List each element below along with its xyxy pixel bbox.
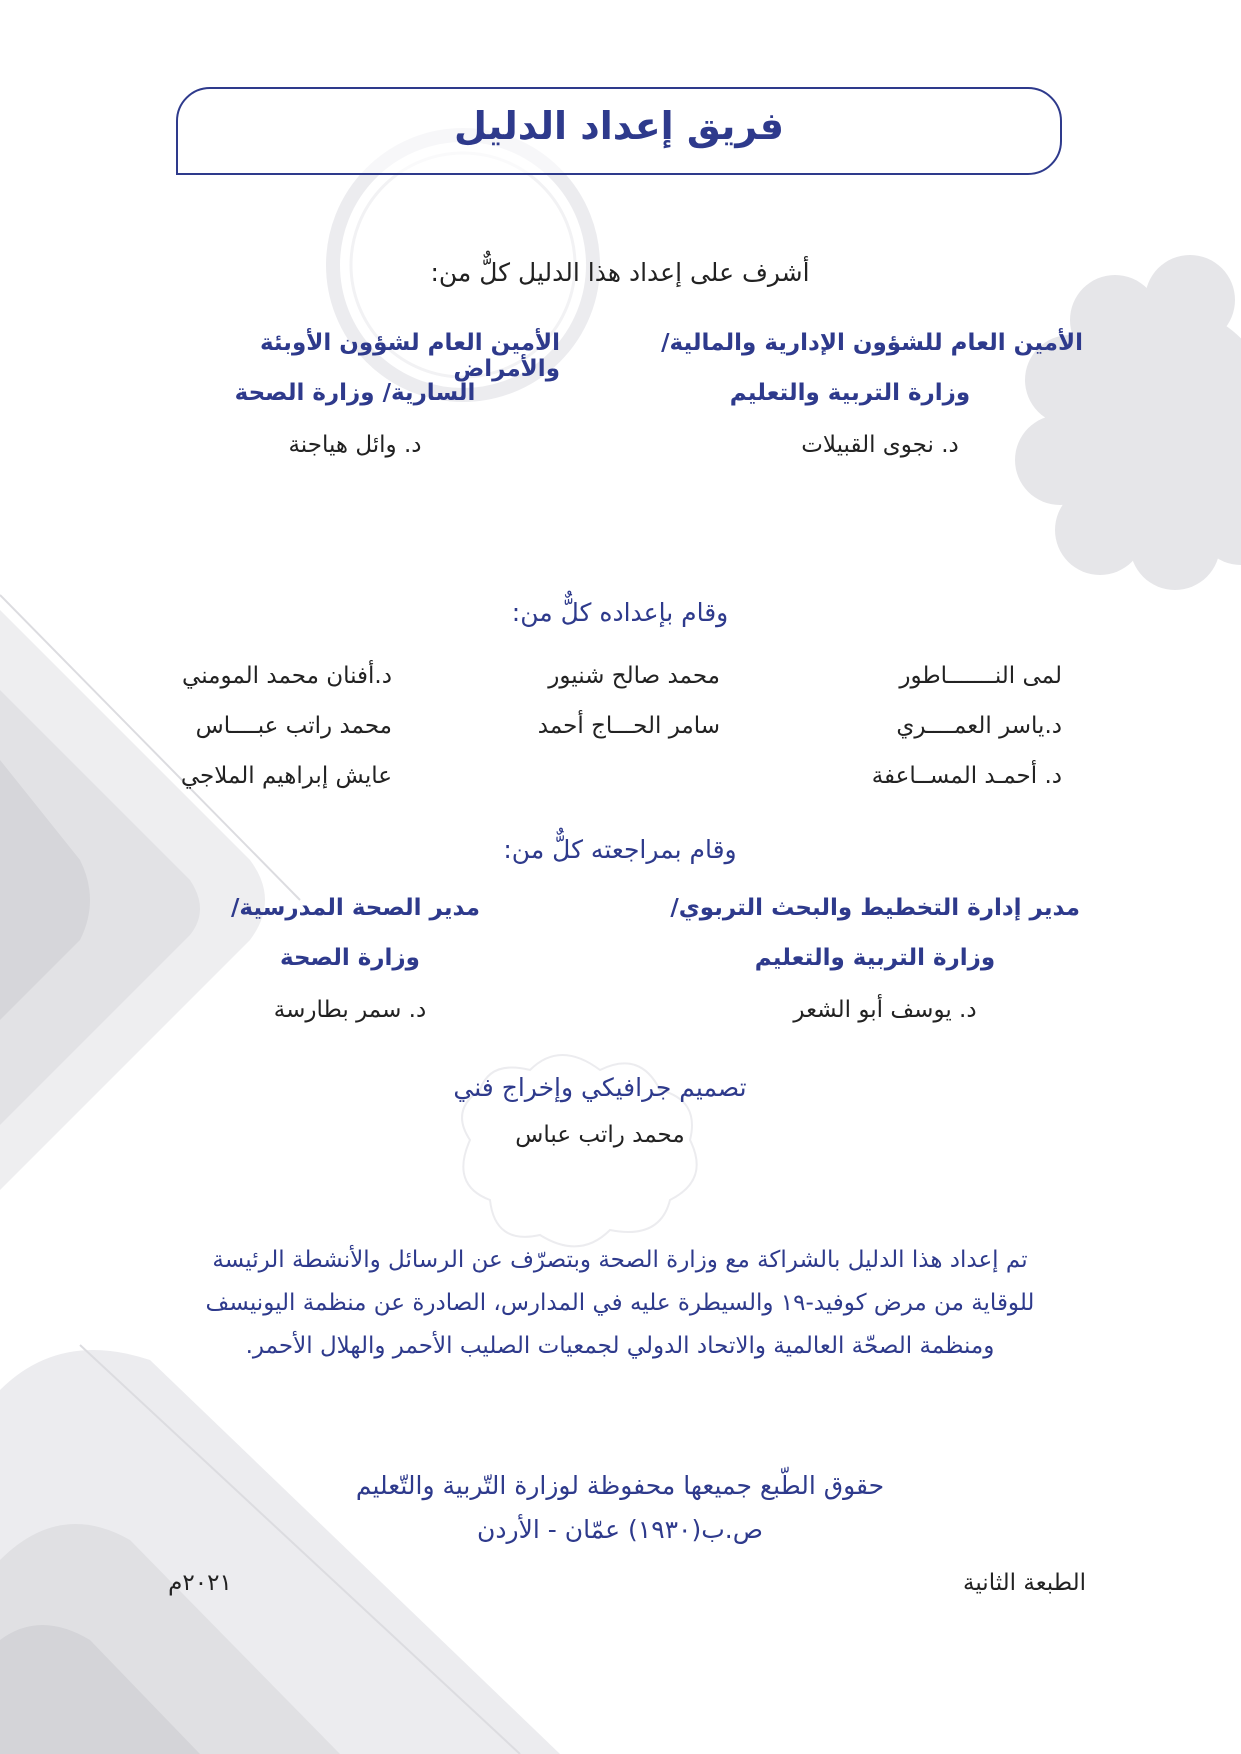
- partnership-note-line-2: للوقاية من مرض كوفيد-١٩ والسيطرة عليه في المدارس، الصادرة عن منظمة اليونيسف: [205, 1290, 1035, 1316]
- reviewer-left-title: مدير الصحة المدرسية/: [230, 895, 480, 921]
- preparer-left-3: عايش إبراهيم الملاجي: [180, 763, 392, 789]
- partnership-note-line-3: ومنظمة الصحّة العالمية والاتحاد الدولي لجمعيات الصليب الأحمر والهلال الأحمر.: [245, 1333, 995, 1359]
- supervisor-left-name: د. وائل هياجنة: [288, 432, 422, 458]
- copyright-line-2: ص.ب(١٩٣٠) عمّان - الأردن: [477, 1515, 763, 1544]
- edition-label: الطبعة الثانية: [963, 1570, 1086, 1596]
- design-name: محمد راتب عباس: [515, 1122, 685, 1148]
- reviewer-left-org: وزارة الصحة: [280, 945, 420, 971]
- preparer-right-2: د.ياسر العمــــري: [896, 713, 1062, 739]
- supervisor-right-title: الأمين العام للشؤون الإدارية والمالية/: [661, 330, 1083, 356]
- supervisor-right-name: د. نجوى القبيلات: [801, 432, 959, 458]
- supervisor-left-title: الأمين العام لشؤون الأوبئة والأمراض: [259, 330, 560, 382]
- supervisor-left-org: السارية/ وزارة الصحة: [234, 380, 476, 406]
- page-title: فريق إعداد الدليل: [454, 104, 784, 148]
- partnership-note-line-1: تم إعداد هذا الدليل بالشراكة مع وزارة الصحة وبتصرّف عن الرسائل والأنشطة الرئيسة: [212, 1247, 1028, 1273]
- reviewed-heading: وقام بمراجعته كلٌّ من:: [503, 835, 737, 864]
- supervisor-right-org-text: وزارة التربية والتعليم: [729, 380, 971, 406]
- preparer-middle-2: سامر الحـــاج أحمد: [537, 713, 720, 739]
- publication-year: ٢٠٢١م: [168, 1570, 232, 1596]
- supervisor-right-org: [700, 380, 1000, 406]
- preparer-left-1: د.أفنان محمد المومني: [182, 663, 392, 689]
- reviewer-right-org: وزارة التربية والتعليم: [754, 945, 996, 971]
- preparer-right-1: لمى النـــــــاطور: [899, 663, 1062, 689]
- reviewer-left-name: د. سمر بطارسة: [273, 997, 427, 1023]
- supervised-heading: أشرف على إعداد هذا الدليل كلٌّ من:: [430, 258, 810, 287]
- design-heading: تصميم جرافيكي وإخراج فني: [453, 1073, 747, 1102]
- preparer-left-2: محمد راتب عبــــاس: [195, 713, 392, 739]
- reviewer-right-name: د. يوسف أبو الشعر: [793, 997, 977, 1023]
- reviewer-right-title: مدير إدارة التخطيط والبحث التربوي/: [670, 895, 1080, 921]
- prepared-heading: وقام بإعداده كلٌّ من:: [511, 598, 729, 627]
- copyright-line-1: حقوق الطّبع جميعها محفوظة لوزارة التّربية والتّعليم: [355, 1471, 885, 1500]
- preparer-middle-1: محمد صالح شنيور: [548, 663, 720, 689]
- preparer-right-3: د. أحمـد المســاعفة: [871, 763, 1062, 789]
